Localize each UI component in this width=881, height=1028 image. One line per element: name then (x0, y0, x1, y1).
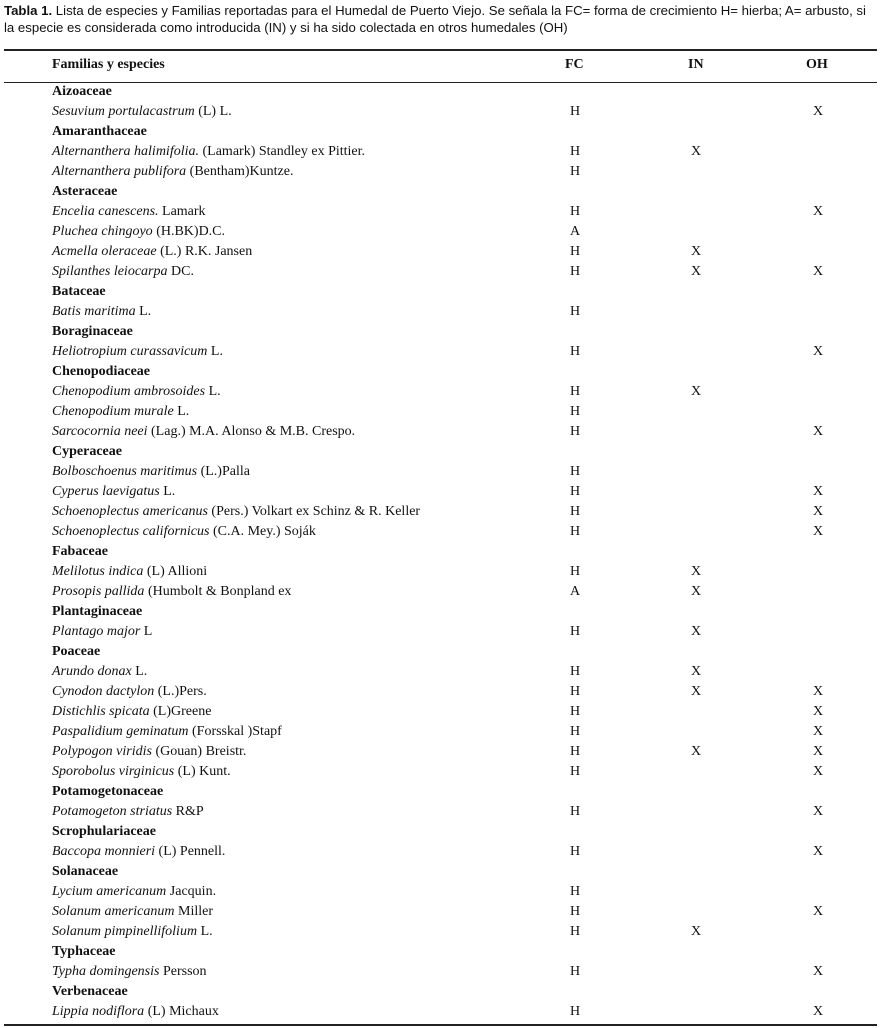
species-name (52, 462, 250, 482)
species-name (52, 902, 213, 922)
caption-text: Lista de especies y Familias reportadas para el Humedal de Puerto Viejo. Se señala la FC= forma de crecimiento H= hierba; A= arbusto, si la especie es considerada como introducida (IN) y si ha sido colectada en otros humedales (OH) (4, 3, 866, 35)
species-name (52, 582, 291, 602)
species-name (52, 762, 231, 782)
family-name: Asteraceae (52, 184, 118, 199)
species-name (52, 722, 282, 742)
species-binomial: Typha domingensis (52, 964, 160, 979)
species-author: (Lag.) M.A. Alonso & M.B. Crespo. (147, 424, 356, 439)
fc-cell: H (569, 304, 581, 319)
species-binomial: Prosopis pallida (52, 584, 145, 599)
species-binomial: Schoenoplectus californicus (52, 524, 210, 539)
oh-cell: X (812, 484, 824, 499)
species-row (0, 222, 881, 242)
species-binomial: Solanum americanum (52, 904, 175, 919)
species-row (0, 882, 881, 902)
species-row (0, 962, 881, 982)
header-fc: FC (565, 57, 584, 72)
species-author: (Lamark) Standley ex Pittier. (199, 144, 366, 159)
in-cell: X (690, 384, 702, 399)
species-author: L. (207, 344, 223, 359)
species-author: (Bentham)Kuntze. (186, 164, 294, 179)
species-binomial: Plantago major (52, 624, 141, 639)
species-name (52, 1002, 219, 1022)
species-binomial: Spilanthes leiocarpa (52, 264, 168, 279)
oh-cell: X (812, 504, 824, 519)
species-author: (Gouan) Breistr. (151, 744, 247, 759)
oh-cell: X (812, 524, 824, 539)
family-row (0, 362, 881, 382)
species-row (0, 762, 881, 782)
species-name (52, 742, 246, 762)
in-cell: X (690, 624, 702, 639)
species-binomial: Batis maritima (52, 304, 136, 319)
species-row (0, 262, 881, 282)
fc-cell: H (569, 464, 581, 479)
family-name: Verbenaceae (52, 984, 128, 999)
species-row (0, 722, 881, 742)
species-author: (L) Kunt. (174, 764, 231, 779)
species-row (0, 1002, 881, 1022)
oh-cell: X (812, 264, 824, 279)
fc-cell: H (569, 704, 581, 719)
header-oh: OH (806, 57, 828, 72)
header-name: Familias y especies (52, 57, 165, 72)
species-binomial: Schoenoplectus americanus (52, 504, 208, 519)
oh-cell: X (812, 104, 824, 119)
species-author: (L)Greene (149, 704, 212, 719)
species-binomial: Bolboschoenus maritimus (52, 464, 198, 479)
table-header (0, 57, 881, 75)
species-row (0, 142, 881, 162)
species-name (52, 682, 207, 702)
fc-cell: H (569, 684, 581, 699)
species-binomial: Sesuvium portulacastrum (52, 104, 195, 119)
in-cell: X (690, 664, 702, 679)
species-binomial: Solanum pimpinellifolium (52, 924, 198, 939)
species-binomial: Paspalidium geminatum (52, 724, 189, 739)
species-name (52, 702, 211, 722)
species-author: R&P (172, 804, 204, 819)
species-row (0, 582, 881, 602)
species-author: (Pers.) Volkart ex Schinz & R. Keller (207, 504, 421, 519)
species-row (0, 342, 881, 362)
species-row (0, 502, 881, 522)
in-cell: X (690, 144, 702, 159)
species-binomial: Encelia canescens. (52, 204, 159, 219)
family-name: Poaceae (52, 644, 101, 659)
species-row (0, 302, 881, 322)
oh-cell: X (812, 724, 824, 739)
oh-cell: X (812, 1004, 824, 1019)
species-binomial: Acmella oleraceae (52, 244, 157, 259)
fc-cell: H (569, 764, 581, 779)
species-binomial: Cynodon dactylon (52, 684, 155, 699)
family-name: Plantaginaceae (52, 604, 143, 619)
family-name: Cyperaceae (52, 444, 122, 459)
species-author: L (140, 624, 153, 639)
fc-cell: H (569, 144, 581, 159)
fc-cell: H (569, 244, 581, 259)
species-row (0, 662, 881, 682)
species-name (52, 802, 204, 822)
species-row (0, 842, 881, 862)
species-row (0, 802, 881, 822)
fc-cell: H (569, 904, 581, 919)
species-name (52, 622, 152, 642)
fc-cell: H (569, 504, 581, 519)
species-row (0, 242, 881, 262)
species-author: (L) L. (194, 104, 232, 119)
fc-cell: H (569, 204, 581, 219)
species-row (0, 102, 881, 122)
family-name: Chenopodiaceae (52, 364, 150, 379)
species-row (0, 482, 881, 502)
species-name (52, 262, 194, 282)
species-binomial: Sporobolus virginicus (52, 764, 175, 779)
species-binomial: Baccopa monnieri (52, 844, 156, 859)
species-name (52, 382, 221, 402)
in-cell: X (690, 564, 702, 579)
species-binomial: Lippia nodiflora (52, 1004, 145, 1019)
family-name: Bataceae (52, 284, 106, 299)
in-cell: X (690, 264, 702, 279)
family-name: Aizoaceae (52, 84, 112, 99)
species-binomial: Cyperus laevigatus (52, 484, 160, 499)
species-row (0, 562, 881, 582)
header-in: IN (688, 57, 704, 72)
oh-cell: X (812, 704, 824, 719)
species-author: Lamark (158, 204, 206, 219)
species-name (52, 142, 365, 162)
species-binomial: Potamogeton striatus (52, 804, 173, 819)
caption-label: Tabla 1. (4, 3, 53, 18)
fc-cell: H (569, 664, 581, 679)
fc-cell: H (569, 964, 581, 979)
species-row (0, 382, 881, 402)
species-name (52, 402, 189, 422)
species-name (52, 202, 206, 222)
family-name: Scrophulariaceae (52, 824, 156, 839)
fc-cell: H (569, 924, 581, 939)
species-binomial: Alternanthera halimifolia. (52, 144, 199, 159)
species-author: (H.BK)D.C. (152, 224, 226, 239)
family-row (0, 82, 881, 102)
fc-cell: H (569, 384, 581, 399)
species-name (52, 482, 175, 502)
species-name (52, 422, 355, 442)
species-row (0, 702, 881, 722)
fc-cell: H (569, 524, 581, 539)
species-name (52, 342, 223, 362)
species-author: L. (135, 304, 152, 319)
oh-cell: X (812, 684, 824, 699)
family-row (0, 602, 881, 622)
species-binomial: Melilotus indica (52, 564, 144, 579)
fc-cell: H (569, 564, 581, 579)
family-row (0, 942, 881, 962)
species-author: DC. (167, 264, 194, 279)
fc-cell: H (569, 744, 581, 759)
family-name: Solanaceae (52, 864, 119, 879)
fc-cell: H (569, 104, 581, 119)
species-name (52, 842, 225, 862)
family-row (0, 862, 881, 882)
species-name (52, 882, 216, 902)
in-cell: X (690, 244, 702, 259)
fc-cell: H (569, 344, 581, 359)
family-row (0, 782, 881, 802)
species-binomial: Distichlis spicata (52, 704, 150, 719)
in-cell: X (690, 924, 702, 939)
species-row (0, 682, 881, 702)
species-binomial: Alternanthera publifora (52, 164, 187, 179)
species-binomial: Polypogon viridis (52, 744, 152, 759)
species-name (52, 962, 207, 982)
species-author: Miller (174, 904, 213, 919)
fc-cell: H (569, 484, 581, 499)
in-cell: X (690, 684, 702, 699)
species-binomial: Chenopodium murale (52, 404, 174, 419)
fc-cell: H (569, 884, 581, 899)
family-row (0, 642, 881, 662)
family-row (0, 442, 881, 462)
family-name: Potamogetonaceae (52, 784, 164, 799)
oh-cell: X (812, 964, 824, 979)
species-author: L. (205, 384, 221, 399)
species-row (0, 902, 881, 922)
fc-cell: H (569, 844, 581, 859)
fc-cell: H (569, 624, 581, 639)
in-cell: X (690, 584, 702, 599)
species-row (0, 522, 881, 542)
species-name (52, 302, 151, 322)
oh-cell: X (812, 344, 824, 359)
family-row (0, 122, 881, 142)
species-binomial: Arundo donax (52, 664, 132, 679)
species-name (52, 222, 225, 242)
species-name (52, 922, 213, 942)
fc-cell: H (569, 1004, 581, 1019)
species-author: (L.) R.K. Jansen (156, 244, 253, 259)
oh-cell: X (812, 804, 824, 819)
fc-cell: H (569, 164, 581, 179)
species-name (52, 242, 252, 262)
species-name (52, 562, 207, 582)
family-row (0, 322, 881, 342)
fc-cell: H (569, 804, 581, 819)
top-rule (4, 49, 877, 51)
species-author: (L) Allioni (143, 564, 208, 579)
oh-cell: X (812, 764, 824, 779)
species-name (52, 162, 293, 182)
fc-cell: A (569, 224, 581, 239)
family-row (0, 822, 881, 842)
table-caption (4, 3, 878, 36)
species-name (52, 102, 232, 122)
species-author: (L) Michaux (144, 1004, 219, 1019)
oh-cell: X (812, 424, 824, 439)
fc-cell: H (569, 424, 581, 439)
family-name: Amaranthaceae (52, 124, 147, 139)
species-row (0, 462, 881, 482)
species-row (0, 162, 881, 182)
family-row (0, 982, 881, 1002)
species-author: (C.A. Mey.) Soják (209, 524, 316, 539)
species-row (0, 202, 881, 222)
species-author: L. (173, 404, 190, 419)
oh-cell: X (812, 904, 824, 919)
fc-cell: A (569, 584, 581, 599)
species-name (52, 502, 420, 522)
species-author: (Humbolt & Bonpland ex (144, 584, 292, 599)
family-row (0, 182, 881, 202)
species-row (0, 742, 881, 762)
family-row (0, 542, 881, 562)
species-binomial: Sarcocornia neei (52, 424, 148, 439)
oh-cell: X (812, 204, 824, 219)
species-row (0, 402, 881, 422)
species-binomial: Heliotropium curassavicum (52, 344, 208, 359)
fc-cell: H (569, 264, 581, 279)
oh-cell: X (812, 844, 824, 859)
family-row (0, 282, 881, 302)
bottom-rule (4, 1024, 877, 1026)
species-author: L. (159, 484, 176, 499)
species-binomial: Pluchea chingoyo (52, 224, 153, 239)
species-row (0, 622, 881, 642)
family-name: Boraginaceae (52, 324, 133, 339)
species-author: L. (131, 664, 148, 679)
species-name (52, 522, 316, 542)
family-name: Fabaceae (52, 544, 108, 559)
species-row (0, 922, 881, 942)
species-name (52, 662, 147, 682)
species-author: (L.)Palla (197, 464, 250, 479)
species-row (0, 422, 881, 442)
species-author: (L.)Pers. (154, 684, 207, 699)
species-author: (Forsskal )Stapf (188, 724, 282, 739)
fc-cell: H (569, 404, 581, 419)
family-name: Typhaceae (52, 944, 116, 959)
species-author: L. (197, 924, 213, 939)
species-binomial: Lycium americanum (52, 884, 167, 899)
fc-cell: H (569, 724, 581, 739)
species-binomial: Chenopodium ambrosoides (52, 384, 206, 399)
table-body (0, 82, 881, 1022)
species-author: Jacquin. (166, 884, 217, 899)
species-author: (L) Pennell. (155, 844, 226, 859)
species-author: Persson (159, 964, 207, 979)
in-cell: X (690, 744, 702, 759)
oh-cell: X (812, 744, 824, 759)
